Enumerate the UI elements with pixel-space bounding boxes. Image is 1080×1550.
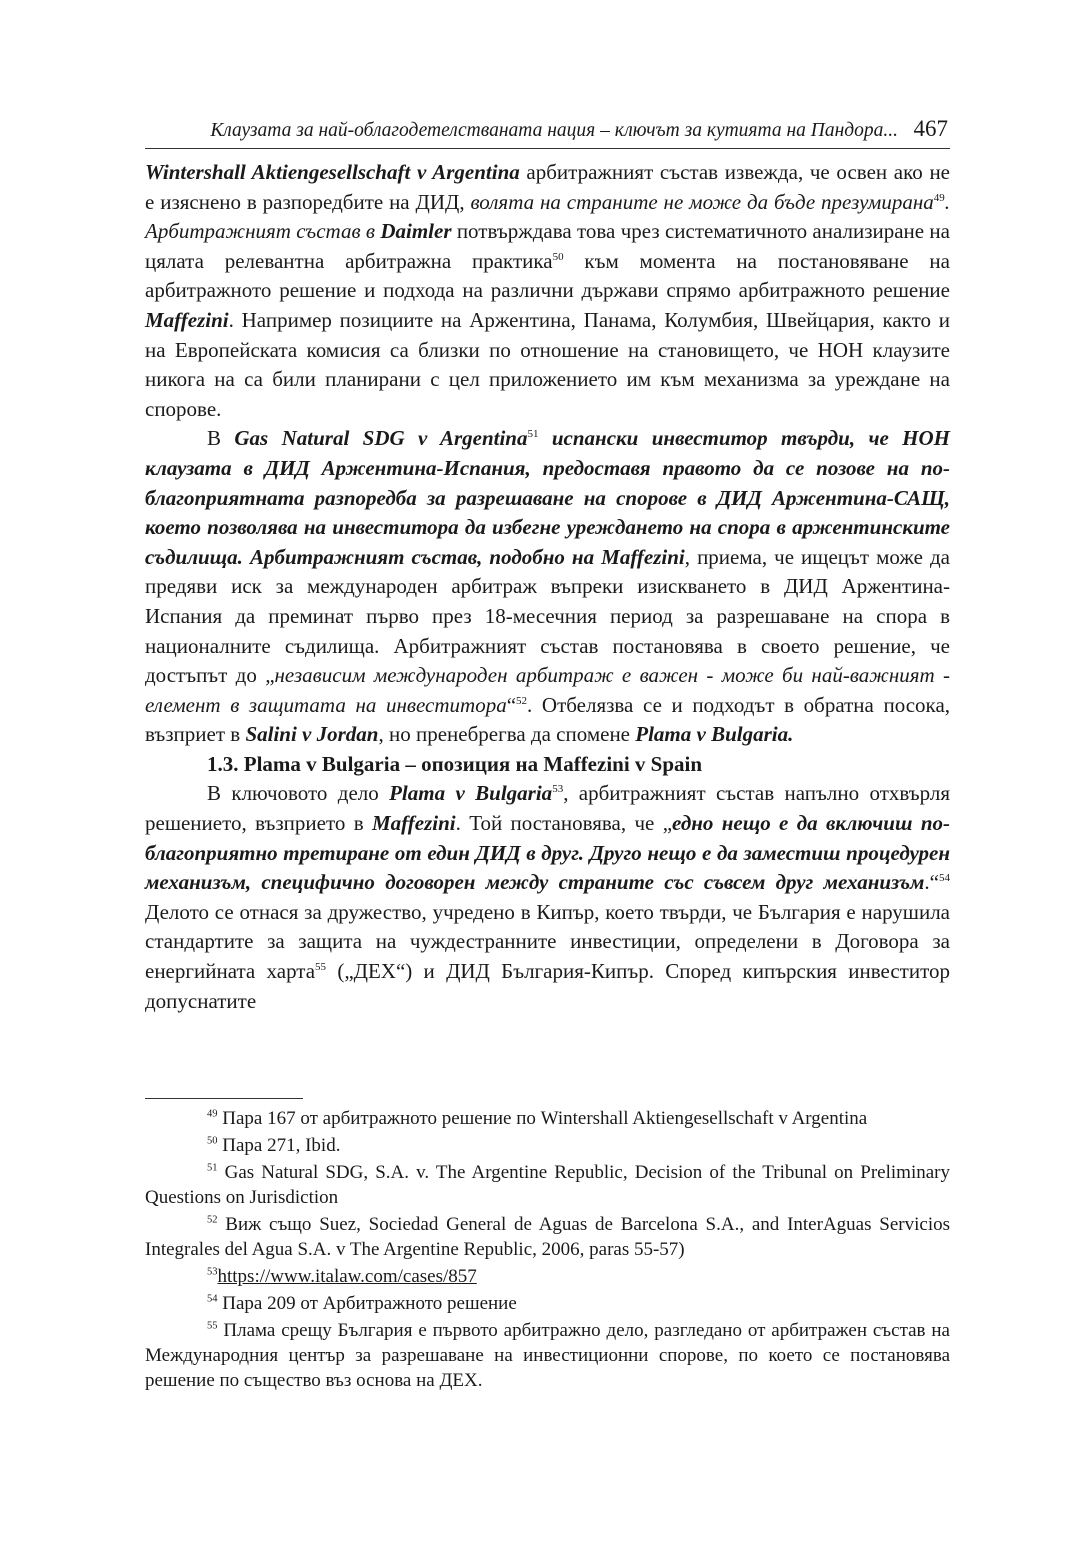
paragraph-3 [145,779,950,1016]
text-run: волята на страните не може да бъде презумирана [470,189,934,214]
quote-text: едно нещо е да включиш по-благоприятно третиране от един ДИД в друг. Друго нещо е да заместиш процедурен механизъм, специфично договорен между страните със съвсем друг механизъм [145,811,950,895]
footnote-ref[interactable]: 52 [516,694,528,707]
footnote [145,1133,950,1158]
footnote-divider [145,1098,303,1099]
footnote [145,1264,950,1289]
footnote-number: 52 [207,1214,218,1226]
footnote-number: 49 [207,1108,218,1120]
case-name: Plama v Bulgaria. [635,722,794,747]
text-run: , приема, че ищецът може да предяви иск за международен арбитраж въпреки изискването в ДИД Аржентина-Испания да преминат първо през 18-месечния период за разрешаване на спора в националните съдилища. Арбитражният състав постановява в своето решение, че достъпът до „ [145,544,950,688]
footnote-number: 53 [207,1266,218,1278]
text-run: Делото се отнася за дружество, учредено в Кипър, което твърди, че България е нарушила стандартите за защита на чуждестранните инвестиции, определени в Договора за енергийната харта [145,899,950,984]
text-run: („ДЕХ“) и ДИД България-Кипър. Според кипърския инвеститор допуснатите [145,959,950,1013]
footnote-ref[interactable]: 55 [315,961,327,974]
footnote-text: Плама срещу България е първото арбитражно дело, разгледано от арбитражен състав на Международния център за разрешаване на инвестиционни спорове, по което се постановява решение по същество въз основа на ДЕХ. [145,1320,950,1391]
text-run: . Той постановява, че „ [455,811,673,836]
running-title: Клаузата за най-облагодетелстваната нация – ключът за кутията на Пандора... [210,120,898,141]
footnote-text: Виж също Suez, Sociedad General de Aguas de Barcelona S.A., and InterAguas Servicios Integrales del Agua S.A. v The Argentine Republic, 2006, paras 55-57) [145,1214,950,1260]
text-run: , но пренебрегва да спомене [378,722,636,747]
text-run: . Например позициите на Аржентина, Панама, Колумбия, Швейцария, както и на Европейската комисия са близки по отношение на становището, че НОН клаузите никога на са били планирани с цел приложението им към механизма за уреждане на спорове. [145,307,950,421]
text-run: . Отбелязва се и подходът в обратна посока, възприет в [145,692,951,747]
text-run: потвърждава това чрез систематичното анализиране на цялата релевантна арбитражна практика [145,219,950,273]
case-name: Wintershall Aktiengesellschaft v Argentina [145,160,520,184]
footnote [145,1160,950,1210]
case-name: Salini v Jordan [245,722,379,747]
footnote-ref[interactable]: 53 [552,783,564,796]
footnote-text: Пара 167 от арбитражното решение по Wintershall Aktiengesellschaft v Argentina [217,1108,868,1129]
paragraph-2 [145,424,950,750]
case-name: Plama v Bulgaria [389,781,553,806]
page-number: 467 [913,116,948,141]
footnote-number: 51 [207,1162,218,1174]
footnote-ref[interactable]: 54 [939,872,950,885]
running-header [145,116,950,149]
footnote-number: 55 [207,1320,218,1332]
footnote-link[interactable]: https://www.italaw.com/cases/857 [217,1266,477,1287]
footnote-number: 54 [207,1293,218,1305]
footnote-text: Пара 209 от Арбитражното решение [217,1293,517,1314]
footnote-ref[interactable]: 51 [527,428,539,441]
footnote-ref[interactable]: 49 [933,191,945,204]
text-run: .“ [924,870,939,895]
text-run: В ключовото дело [207,781,390,806]
footnote-number: 50 [207,1135,218,1147]
case-name: Maffezini [145,307,229,332]
footnote [145,1106,950,1131]
paragraph-1 [145,158,950,424]
footnote-text: Пара 271, Ibid. [217,1135,341,1156]
emphasis-text: испански инвеститор твърди, че НОН клаузата в ДИД Аржентина-Испания, предоставя правото да се позове на по-благоприятната разпоредба за разрешаване на спорове в ДИД Аржентина-САЩ, което позволява на инвеститора да избегне уреждането на спора в аржентинските съдилища. Арбитражният състав, подобно на Maffezini [145,426,951,569]
footnote-ref[interactable]: 50 [552,250,564,263]
text-run: , арбитражният състав напълно отхвърля решението, възприето в [145,781,950,836]
footnote-text: Gas Natural SDG, S.A. v. The Argentine Republic, Decision of the Tribunal on Preliminary Questions on Jurisdiction [145,1162,950,1208]
text-run: . Арбитражният състав в [145,189,950,244]
case-name: Maffezini [371,811,456,836]
footnote [145,1291,950,1316]
footnotes [145,1106,950,1395]
section-heading: 1.3. Plama v Bulgaria – опозиция на Maffezini v Spain [207,751,703,776]
text-run: “ [506,692,517,717]
footnote [145,1318,950,1393]
quote-text: независим международен арбитраж е важен - може би най-важният - елемент в защитата на инвеститора [145,663,950,717]
main-text [145,158,950,1016]
case-name: Daimler [380,219,452,244]
case-name: Gas Natural SDG v Argentina [234,426,528,451]
text-run: към момента на постановяване на арбитражното решение и подхода на различни държави спрямо арбитражното решение [145,248,950,303]
footnote [145,1212,950,1262]
text-run: В [207,426,235,451]
text-run: арбитражният състав извежда, че освен ако не е изяснено в разпоредбите на ДИД, [145,160,951,214]
